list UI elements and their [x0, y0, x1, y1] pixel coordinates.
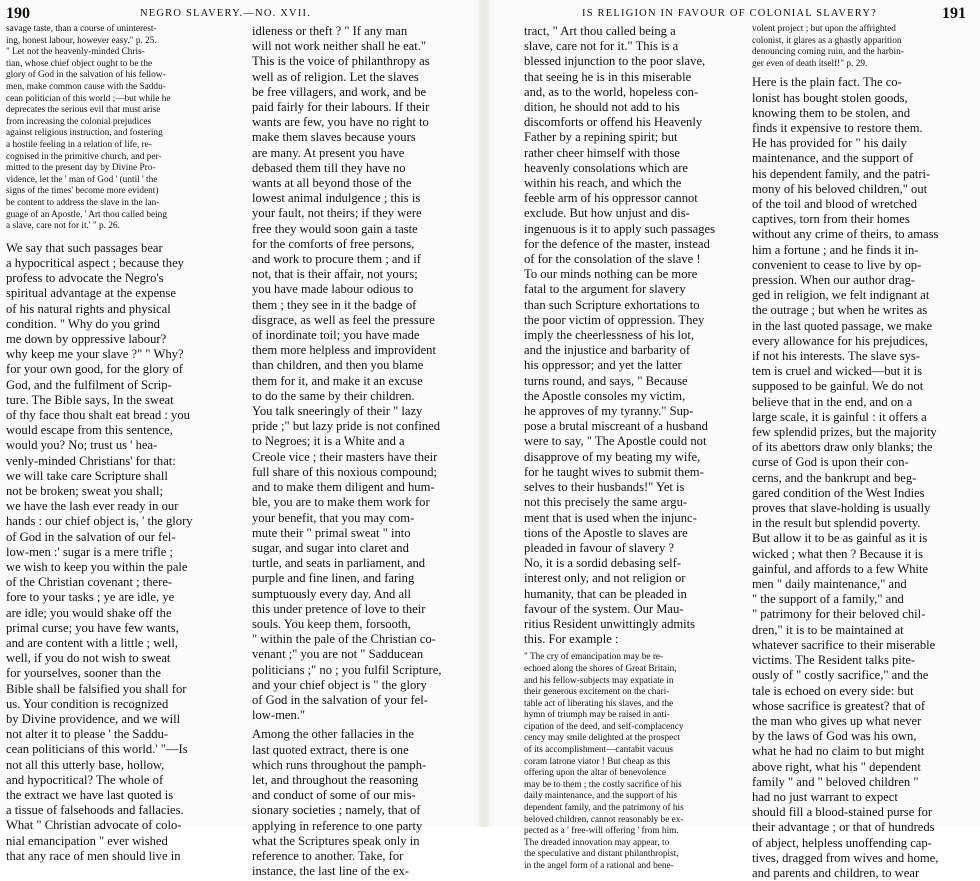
text-line: not all this utterly base, hollow,: [6, 757, 165, 772]
text-line: of the Christian covenant ; there-: [6, 575, 173, 590]
text-line: humanity, that can be pleaded in: [524, 586, 687, 601]
text-line: disapprove of my beating my wife,: [524, 449, 701, 464]
text-line: that seeing he is in this miserable: [524, 69, 692, 84]
text-line: of abject, helpless unoffending cap-: [752, 835, 932, 850]
text-line: not alter it to please ' the Saddu-: [6, 727, 169, 742]
text-line: of God in the salvation of your fel-: [252, 692, 428, 707]
text-line: heavenly consolations which are: [524, 160, 689, 175]
text-line: make them slaves because yours: [252, 130, 416, 145]
text-line: for the defence of the master, instead: [524, 236, 710, 251]
text-line: and conduct of some of our mis-: [252, 788, 416, 803]
text-line: victims. The Resident talks pite-: [752, 653, 916, 668]
text-line: favour of the system. Our Mau-: [524, 601, 684, 616]
text-line: the extract we have last quoted is: [6, 788, 174, 802]
text-line: low-men :' sugar is a mere trifle ;: [6, 544, 173, 559]
quoted-extract: [524, 652, 740, 872]
text-line: the outrage ; but when he writes as: [752, 303, 928, 318]
text-line: offering upon the altar of benevolence: [524, 768, 667, 779]
text-line: them for it, and make it an excuse: [252, 373, 423, 388]
text-line: knowing them to be stolen, and: [752, 105, 911, 120]
text-line: low-men.": [252, 708, 306, 723]
text-line: We say that such passages bear: [6, 240, 163, 255]
text-line: he approves of my tyranny." Sup-: [524, 404, 694, 419]
text-line: had no just warrant to expect: [752, 789, 898, 804]
text-line: ing, honest labour, however easy." p. 25.: [6, 35, 157, 46]
text-line: paid fairly for their labours. If their: [252, 100, 430, 115]
left-column-2: [252, 24, 474, 879]
text-line: sionary societies ; namely, that of: [252, 803, 421, 818]
text-line: pected as a ' free-will offering ' from him.: [524, 826, 679, 837]
text-line: dition, he should not add to his: [524, 100, 680, 115]
body-text-paragraph: [252, 727, 474, 879]
text-line: full share of this noxious compound;: [252, 464, 438, 479]
text-line: signs of the times' become more evident): [6, 186, 159, 197]
text-line: to do the same by their children.: [252, 388, 415, 403]
text-line: exclude. But how unjust and dis-: [524, 206, 690, 221]
text-line: tian, whose chief object ought to be the: [6, 58, 153, 69]
text-line: daily maintenance, and the support of his: [524, 791, 678, 802]
text-line: in the last quoted passage, we make: [752, 318, 933, 333]
text-line: supposed to be gainful. We do not: [752, 379, 924, 394]
text-line: men " daily maintenance," and: [752, 577, 907, 592]
text-line: condition. " Why do you grind: [6, 316, 160, 331]
text-line: from increasing the colonial prejudices: [6, 116, 152, 127]
text-line: wants at all beyond those of the: [252, 176, 412, 191]
text-line: turtle, and seats in parliament, and: [252, 556, 426, 571]
text-line: what he had no claim to but might: [752, 744, 925, 759]
text-line: sugar, and sugar into claret and: [252, 540, 409, 555]
text-line: and his fellow-subjects may expatiate in: [524, 675, 674, 686]
text-line: beloved children, cannot reasonably be ex-: [524, 814, 684, 825]
text-line: than such Scripture exhortations to: [524, 297, 700, 312]
text-line: by the laws of God was his own,: [752, 729, 917, 744]
page-number-left: 190: [6, 5, 30, 22]
text-line: pride ;" but lazy pride is not confined: [252, 419, 441, 434]
text-line: gainful, and affords to a few White: [752, 561, 929, 576]
text-line: the Apostle consoles my victim,: [524, 388, 686, 403]
text-line: them ; they see in it the badge of: [252, 297, 417, 312]
right-column-2: [752, 24, 974, 881]
text-line: of God in the salvation of our fel-: [6, 529, 176, 544]
text-line: their generous excitement on the chari-: [524, 687, 670, 698]
text-line: This is the voice of philanthropy as: [252, 54, 430, 69]
text-line: Among the other fallacies in the: [252, 727, 414, 742]
text-line: and are content with a little ; well,: [6, 635, 179, 650]
text-line: last quoted extract, there is one: [252, 742, 409, 757]
text-line: finds it expensive to restore them.: [752, 120, 923, 135]
text-line: would escape from this sentence,: [6, 423, 173, 438]
text-line: coram latrone viator ! But cheap as this: [524, 756, 671, 767]
text-line: cency may smile delighted at the prospect: [524, 733, 680, 744]
text-line: denouncing coming ruin, and the harbin-: [752, 47, 904, 58]
text-line: fore to your tasks ; ye are idle, ye: [6, 590, 175, 605]
text-line: echoed along the shores of Great Britain,: [524, 663, 677, 674]
text-line: tract, " Art thou called being a: [524, 24, 676, 38]
text-line: volent project ; but upon the affrighted: [752, 24, 896, 34]
text-line: proves that slave-holding is usually: [752, 501, 931, 516]
text-line: large scale, it is gainful : it offers a: [752, 409, 927, 424]
text-line: dependent family, and the patrimony of his: [524, 803, 684, 814]
text-line: discomforts or offend his Heavenly: [524, 115, 703, 130]
text-line: the man who gives up what never: [752, 713, 922, 728]
body-text: [752, 75, 974, 881]
text-line: tives, dragged from wives and home,: [752, 850, 939, 865]
body-text: [252, 24, 474, 723]
text-line: let, and throughout the reasoning: [252, 772, 419, 787]
body-text: [6, 241, 236, 864]
text-line: ingenuous is it to apply such passages: [524, 221, 715, 236]
text-line: a hostile feeling in a relation of life, re-: [6, 139, 152, 150]
text-line: we wish to keep you within the pale: [6, 559, 188, 574]
text-line: what the Scriptures speak only in: [252, 833, 420, 848]
text-line: of inordinate toil; you have made: [252, 328, 420, 343]
text-line: lowest animal indulgence ; this is: [252, 191, 421, 206]
text-line: them more helpless and improvident: [252, 343, 436, 358]
text-line: " Let not the heavenly-minded Chris-: [6, 47, 145, 58]
text-line: reference to another. Take, for: [252, 848, 404, 863]
text-line: and hypocritical? The whole of: [6, 772, 164, 787]
text-line: rather cheer himself with those: [524, 145, 680, 160]
text-line: you have made labour odious to: [252, 282, 414, 297]
text-line: this under pretence of love to their: [252, 601, 426, 616]
text-line: your benefit, that you may com-: [252, 510, 415, 525]
text-line: colonist, it glares as a ghastly apparition: [752, 35, 902, 46]
text-line: not, that is their affair, not yours;: [252, 267, 418, 282]
text-line: of thy face thou shalt eat bread : you: [6, 407, 190, 422]
text-line: are idle; you would shake off the: [6, 605, 172, 620]
text-line: to Negroes; it is a White and a: [252, 434, 405, 449]
text-line: hymn of triumph may be raised in anti-: [524, 710, 670, 721]
text-line: every allowance for his prejudices,: [752, 333, 928, 348]
text-line: The dreaded innovation may appear, to: [524, 837, 670, 848]
text-line: pleaded in favour of slavery ?: [524, 540, 675, 555]
text-line: without any crime of theirs, to amass: [752, 227, 939, 242]
book-gutter: [478, 0, 490, 827]
text-line: pression. When our author drag-: [752, 273, 916, 288]
text-line: " the support of a family," and: [752, 592, 904, 607]
text-line: whatever sacrifice to their miserable: [752, 637, 936, 652]
text-line: and work to procure them ; and if: [252, 252, 421, 267]
text-line: savage taste, than a course of uninterest-: [6, 24, 157, 34]
text-line: the speculative and distant philanthropist,: [524, 849, 679, 860]
text-line: purple and fine linen, and faring: [252, 571, 415, 586]
text-line: well, if you do not wish to sweat: [6, 651, 171, 666]
text-line: above right, what his " dependent: [752, 759, 921, 774]
text-line: me down by oppressive labour?: [6, 331, 167, 346]
text-line: disgrace, as well as feel the pressure: [252, 312, 435, 327]
text-line: ment that is used when the injunc-: [524, 510, 697, 525]
text-line: venly-minded Christians' for that:: [6, 453, 176, 468]
text-line: in the angel form of a rational and bene-: [524, 861, 674, 872]
text-line: cerns, and the bankrupt and beg-: [752, 470, 917, 485]
text-line: imply the cheerlessness of his lot,: [524, 328, 694, 343]
text-line: that any race of men should live in: [6, 848, 181, 863]
text-line: idleness or theft ? " If any man: [252, 24, 408, 38]
text-line: mitted to the present day by Divine Pro-: [6, 163, 156, 174]
text-line: their advantage ; or that of hundreds: [752, 820, 935, 835]
text-line: tale is echoed on every side: but: [752, 683, 914, 698]
text-line: To our minds nothing can be more: [524, 267, 698, 282]
text-line: men, make common cause with the Saddu-: [6, 81, 166, 92]
text-line: souls. You keep them, forsooth,: [252, 616, 411, 631]
text-line: spiritual advantage at the expense: [6, 286, 176, 301]
text-line: convenient to cease to live by op-: [752, 257, 922, 272]
text-line: his oppressor; and yet the latter: [524, 358, 682, 373]
text-line: him a fortune ; and he finds it in-: [752, 242, 919, 257]
text-line: were to say, " The Apostle could not: [524, 434, 707, 449]
text-line: and, as to the world, hopeless con-: [524, 84, 699, 99]
text-line: cipation of the deed, and self-complacency: [524, 721, 684, 732]
text-line: feeble arm of his oppressor cannot: [524, 191, 698, 206]
text-line: Here is the plain fact. The co-: [752, 75, 902, 90]
text-line: for the comforts of free persons,: [252, 236, 415, 251]
running-head-right: IS RELIGION IN FAVOUR OF COLONIAL SLAVERY?: [582, 8, 878, 19]
text-line: free they would soon gain a taste: [252, 221, 418, 236]
text-line: maintenance, and the support of: [752, 151, 914, 166]
text-line: of its accomplishment—cantabit vacuus: [524, 745, 673, 756]
text-line: mute their " primal sweat " into: [252, 525, 411, 540]
text-line: " within the pale of the Christian co-: [252, 632, 436, 647]
text-line: ged in religion, we felt indignant at: [752, 288, 930, 303]
text-line: and the injustice and barbarity of: [524, 343, 691, 358]
text-line: of his natural rights and physical: [6, 301, 171, 316]
text-line: venant ;" you are not " Sadducean: [252, 647, 424, 662]
text-line: a hypocritical aspect ; because they: [6, 255, 184, 270]
text-line: your fault, not theirs; if they were: [252, 206, 422, 221]
text-line: not be broken; sweat you shall;: [6, 483, 164, 498]
right-column-1: [524, 24, 740, 873]
text-line: guage of an Apostle, ' Art thou called being: [6, 209, 167, 220]
text-line: blessed injunction to the poor slave,: [524, 54, 706, 69]
text-line: wicked ; what then ? Because it is: [752, 546, 924, 561]
text-line: debased them till they have no: [252, 160, 406, 175]
text-line: wants are few, you have no right to: [252, 115, 429, 130]
text-line: deprecates the serious evil that must arise: [6, 105, 161, 116]
right-page: [490, 0, 980, 880]
text-line: this. For example :: [524, 632, 619, 647]
quoted-extract-continued: [752, 24, 974, 70]
text-line: are many. At present you have: [252, 145, 405, 160]
text-line: why keep me your slave ?" " Why?: [6, 347, 184, 362]
text-line: tem is cruel and wicked—but it is: [752, 364, 922, 379]
text-line: glory of God in the salvation of his fellow-: [6, 70, 166, 81]
text-line: applying in reference to one party: [252, 818, 423, 833]
text-line: captives, torn from their homes: [752, 212, 910, 227]
text-line: table act of liberating his slaves, and the: [524, 698, 674, 709]
body-text: [524, 24, 740, 647]
text-line: than children, and then you blame: [252, 358, 424, 373]
text-line: God, and the fulfilment of Scrip-: [6, 377, 172, 392]
text-line: Father by a repining spirit; but: [524, 130, 678, 145]
text-line: should fill a blood-stained purse for: [752, 805, 933, 820]
text-line: if not his interests. The slave sys-: [752, 349, 921, 364]
text-line: slave, care not for it." This is a: [524, 39, 679, 54]
text-line: tions of the Apostle to slaves are: [524, 525, 688, 540]
text-line: cean politicians of this world.' "—Is: [6, 742, 188, 757]
text-line: No, it is a sordid debasing self-: [524, 556, 682, 571]
text-line: mony of his beloved children," out: [752, 181, 928, 196]
text-line: the poor victim of oppression. They: [524, 312, 705, 327]
text-line: a tissue of falsehoods and fallacies.: [6, 803, 184, 818]
text-line: of its abettors draw only blanks; the: [752, 440, 933, 455]
text-line: What " Christian advocate of colo-: [6, 818, 182, 833]
text-line: gared condition of the West Indies: [752, 485, 925, 500]
text-line: of for the consolation of the slave !: [524, 252, 701, 267]
text-line: against religious instruction, and fostering: [6, 128, 163, 139]
text-line: curse of God is upon their con-: [752, 455, 909, 470]
text-line: of the toil and blood of wretched: [752, 197, 918, 211]
text-line: may be to them ; the costly sacrifice of his: [524, 779, 682, 790]
text-line: instance, the last line of the ex-: [252, 864, 410, 879]
text-line: cean politician of this world ;—but while he: [6, 93, 171, 104]
text-line: in the result but splendid poverty.: [752, 516, 921, 531]
text-line: ture. The Bible says, In the sweat: [6, 392, 174, 407]
text-line: ritius Resident unwittingly admits: [524, 616, 696, 631]
text-line: interest only, and not religion or: [524, 571, 686, 586]
running-head-left: NEGRO SLAVERY.—NO. XVII.: [140, 8, 312, 19]
text-line: for your own good, for the glory of: [6, 362, 183, 377]
text-line: cognised in the primitive church, and per-: [6, 151, 162, 162]
text-line: Bible shall be falsified you shall for: [6, 681, 187, 696]
text-line: fatal to the argument for slavery: [524, 282, 686, 297]
text-line: few splendid prizes, but the majority: [752, 425, 937, 440]
left-page: [0, 0, 478, 879]
quoted-extract: [6, 24, 236, 233]
text-line: ger even of death itself!" p. 29.: [752, 58, 868, 69]
text-line: for yourselves, sooner than the: [6, 666, 161, 681]
text-line: turns round, and says, " Because: [524, 373, 688, 388]
text-line: dren," it is to be maintained at: [752, 622, 904, 637]
text-line: He has provided for " his daily: [752, 136, 907, 151]
left-column-1: [6, 24, 236, 864]
text-line: by Divine providence, and we will: [6, 711, 181, 726]
text-line: lonist has bought stolen goods,: [752, 90, 908, 105]
text-line: vidence, let the ' man of God ' (until ' the: [6, 174, 158, 185]
text-line: sumptuously every day. And all: [252, 586, 412, 601]
text-line: You talk sneeringly of their " lazy: [252, 404, 423, 419]
text-line: well as of religion. Let the slaves: [252, 69, 419, 84]
text-line: a slave, care not for it.' " p. 26.: [6, 221, 120, 232]
text-line: we have the lash ever ready in our: [6, 499, 179, 514]
text-line: nial emancipation " ever wished: [6, 833, 168, 848]
text-line: But allow it to be as gainful as it is: [752, 531, 928, 546]
text-line: within his reach, and which the: [524, 176, 682, 191]
text-line: us. Your condition is recognized: [6, 696, 169, 711]
text-line: will not work neither shall he eat.": [252, 39, 427, 54]
text-line: primal curse; you have few wants,: [6, 620, 179, 635]
text-line: ously of " costly sacrifice," and the: [752, 668, 929, 683]
text-line: profess to advocate the Negro's: [6, 271, 164, 286]
text-line: family " and " beloved children ": [752, 774, 919, 789]
text-line: believe that in the end, and on a: [752, 394, 913, 409]
text-line: hands : our chief object is, ' the glory: [6, 514, 193, 529]
text-line: we will take care Scripture shall: [6, 468, 168, 483]
text-line: and parents and children, to wear: [752, 865, 920, 880]
text-line: and to make them diligent and hum-: [252, 480, 435, 495]
page-number-right: 191: [942, 5, 966, 22]
text-line: ble, you are to make them work for: [252, 495, 430, 510]
text-line: pose a brutal miscreant of a husband: [524, 419, 708, 434]
text-line: " patrimony for their beloved chil-: [752, 607, 926, 622]
text-line: be content to address the slave in the lan-: [6, 197, 160, 208]
text-line: selves to their husbands!" Yet is: [524, 480, 685, 495]
text-line: Creole vice ; their masters have their: [252, 449, 438, 464]
text-line: his dependent family, and the patri-: [752, 166, 931, 181]
text-line: " The cry of emancipation may be re-: [524, 652, 664, 663]
text-line: which runs throughout the pamph-: [252, 757, 427, 772]
text-line: be free villagers, and work, and be: [252, 84, 427, 99]
text-line: for he taught wives to submit them-: [524, 464, 704, 479]
text-line: not this precisely the same argu-: [524, 495, 688, 510]
text-line: politicians ;" no ; you fulfil Scripture,: [252, 662, 442, 677]
text-line: would you? No; trust us ' hea-: [6, 438, 158, 453]
text-line: whose sacrifice is greatest? that of: [752, 698, 926, 713]
text-line: and your chief object is " the glory: [252, 677, 427, 692]
